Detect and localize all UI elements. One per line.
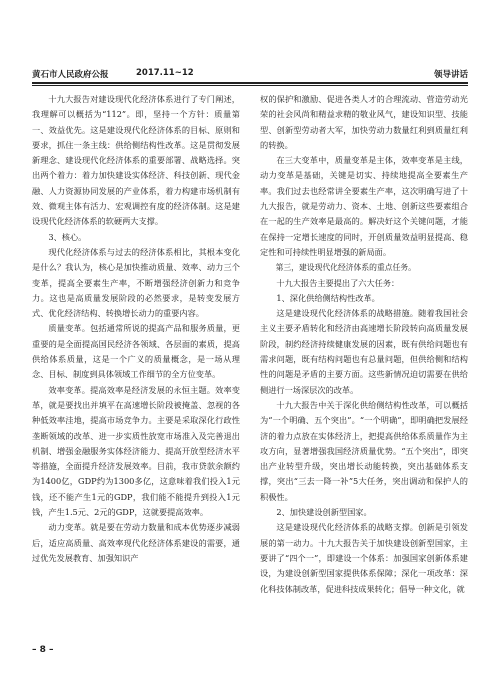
paragraph: 十九大报告中关于深化供给侧结构性改革，可以概括为“一个明确、五个突出”。“一个明确”，即明确把发展经济的着力点放在实体经济上，把提高供给体系质量作为主攻方向，显著增强我国经济质量优势。“五个突出”，即突出产业转型升级，突出增长动能转换，突出基础体系支撑，突出“三去一降一补”5大任务，突出调动和保护人的积极性。: [260, 399, 468, 502]
subheading: 1、深化供给侧结构性改革。: [276, 292, 380, 303]
section-heading: 第三，建设现代化经济体系的重点任务。: [275, 263, 416, 273]
paragraph: 这是建设现代化经济体系的战略支撑。创新是引领发展的第一动力。十九大报告关于加快建设创新型国家，主要讲了“四个一”，即建设一个体系：加强国家创新体系建设，为建设创新型国家提供体系保障；深化一项改革：深化科技体制改革，促进科技成果转化；倡导一种文化，就: [260, 522, 468, 594]
paragraph: 动力变革。就是要在劳动力数量和成本优势逐步减弱后，适应高质量、高效率现代化经济体系建设的需要，通过优先发展教育、加强知识产: [32, 522, 240, 563]
paragraph: 效率变革。提高效率是经济发展的永恒主题。效率变革，就是要找出并填平在高速增长阶段被掩盖、忽视的各种低效率洼地，提高市场竞争力。主要是采取深化行政性垄断领域的改革、进一步实质性放宽市场准入及完善退出机制、增强金融服务实体经济能力、提高开放型经济水平等措施，全面提升经济发展效率。目前，我市贷款余额约为1400亿，GDP约为1300多亿，这意味着我们投入1元钱，还不能产生1元的GDP，我们能不能提升到投入1元钱，产生1.5元、2元的GDP，这就要提高效率。: [32, 384, 240, 518]
header-rule-thick: [32, 82, 468, 84]
paragraph: 这是建设现代化经济体系的战略措施。随着我国社会主义主要矛盾转化和经济由高速增长阶段转向高质量发展阶段，制约经济持续健康发展的因素，既有供给问题也有需求问题，既有结构问题也有总量问题，但供给侧和结构性的问题是矛盾的主要方面。这些新情况迫切需要在供给侧进行一场深层次的改革。: [260, 308, 468, 395]
subheading: 2、加快建设创新型国家。: [276, 507, 372, 518]
right-column: [260, 92, 468, 597]
paragraph: 质量变革。包括通常所说的提高产品和服务质量，更重要的是全面提高国民经济各领域、各层面的素质，提高供给体系质量，这是一个广义的质量概念，是一场从理念、目标、制度到具体领域工作细节的全方位变革。: [32, 323, 240, 380]
page-number: – 8 –: [32, 645, 54, 655]
paragraph: 现代化经济体系与过去的经济体系相比，其根本变化是什么？我认为，核心是加快推动质量、效率、动力三个变革，提高全要素生产率，不断增强经济创新力和竞争力。这也是高质量发展阶段的必然要求，是转变发展方式、优化经济结构、转换增长动力的重要内容。: [32, 246, 240, 319]
header-rule-thin: [32, 85, 468, 86]
paragraph: 权的保护和激励、促进各类人才的合理流动、营造劳动光荣的社会风尚和精益求精的敬业风气，建设知识型、技能型、创新型劳动者大军，加快劳动力数量红利到质量红利的转换。: [260, 94, 468, 150]
paragraph: 十九大报告对建设现代化经济体系进行了专门阐述，我理解可以概括为“112”。即，坚持一个方针：质量第一、效益优先。这是建设现代化经济体系的目标、原则和要求，抓住一条主线：供给侧结构性改革。这是贯彻发展新理念、建设现代化经济体系的重要部署、战略选择。突出两个着力：着力加快建设实体经济、科技创新、现代金融、人力资源协同发展的产业体系，着力构建市场机制有效、微观主体有活力、宏观调控有度的经济体制。这是建设现代化经济体系的软硬两大支撑。: [32, 94, 240, 227]
subheading: 3、核心。: [48, 231, 87, 242]
left-column: [32, 92, 240, 566]
page-header: [32, 68, 468, 82]
journal-title: 黄石市人民政府公报: [32, 70, 109, 80]
section-name: 领导讲话: [433, 70, 468, 80]
paragraph: 十九大报告主要提出了六大任务：: [276, 277, 400, 288]
issue-number: 2017.11~12: [136, 68, 194, 78]
paragraph: 在三大变革中，质量变革是主体，效率变革是主线，动力变革是基础，关键是切实、持续地提高全要素生产率。我们过去也经常讲全要素生产率，这次明确写进了十九大报告，就是劳动力、资本、土地、创新这些要素组合在一起的生产效率是最高的。解决好这个关键问题，才能在保持一定增长速度的同时，开创质量效益明显提高、稳定性和可持续性明显增强的新局面。: [260, 155, 468, 257]
